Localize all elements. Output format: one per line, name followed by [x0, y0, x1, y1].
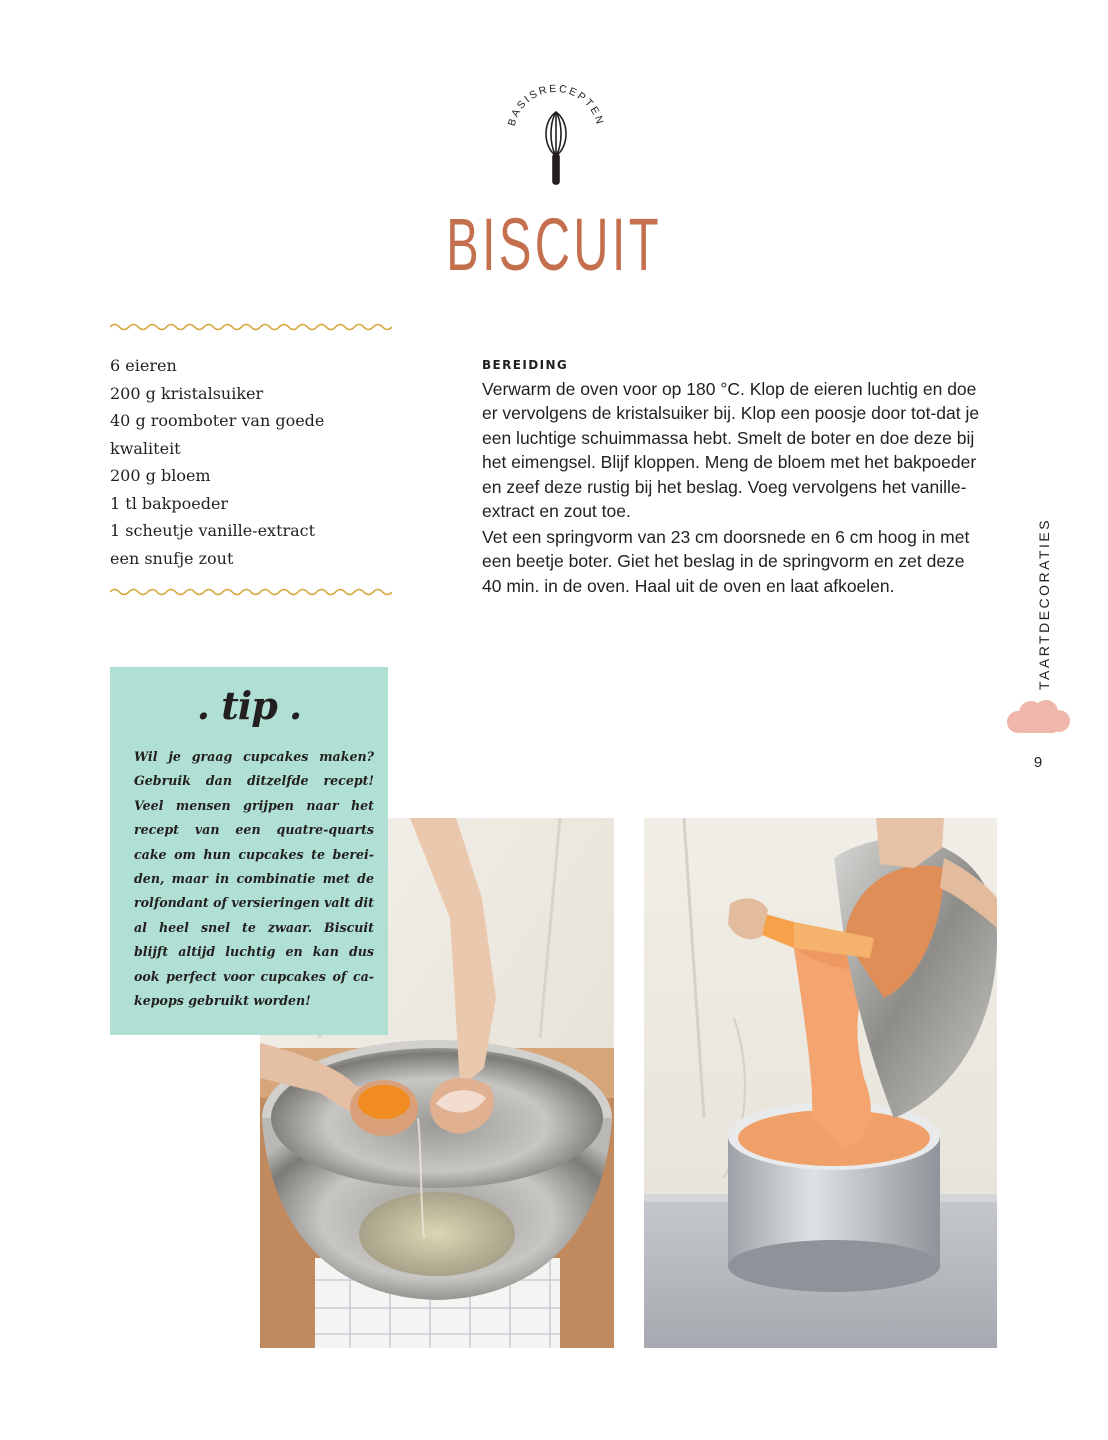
tip-text: Wil je graag cupcakes maken? Gebruik dan ditzelfde recept! Veel mensen grijpen naar het recept van een quatre-quarts cake om hun cupcakes te berei-den, maar in combinatie met de rolfondant of versieringen valt dit al heel snel te zwaar. Biscuit blijft altijd luchtig en kan dus ook perfect voor cupcakes of ca-kepops gebruikt worden!: [134, 749, 374, 1009]
method-paragraph: Verwarm de oven voor op 180 °C. Klop de eieren luchtig en doe er vervolgens de kristalsuiker bij. Klop een poosje door tot-dat je een luchtige schuimmassa hebt. Smelt de boter en doe deze bij het eimengsel. Blijf kloppen. Meng de bloem met het bakpoeder en zeef deze rustig bij het beslag. Voeg vervolgens het vanille-extract en zout toe.: [482, 379, 980, 522]
page-number: 9: [1033, 754, 1043, 771]
tip-title: . tip .: [196, 683, 302, 728]
section-tab-label: TAARTDECORATIES: [1036, 517, 1052, 690]
method-heading: BEREIDING: [482, 358, 569, 372]
cloud-icon: [1004, 698, 1072, 738]
ingredient-item: 200 g kristalsuiker: [110, 383, 264, 403]
ingredient-item: 1 scheutje vanille-extract: [110, 521, 316, 540]
ingredient-item: 200 g bloem: [110, 466, 211, 485]
wavy-divider-top: [110, 320, 392, 334]
ingredient-list: [110, 352, 390, 572]
ingredient-item: een snufje zout: [110, 548, 234, 568]
whisk-icon: [546, 112, 566, 184]
basisrecepten-badge: [494, 78, 618, 190]
badge-text: BASISRECEPTEN: [505, 82, 607, 128]
ingredient-item: 1 tl bakpoeder: [110, 493, 229, 513]
page-title: BISCUIT: [446, 203, 662, 286]
ingredient-item: kwaliteit: [110, 438, 181, 458]
method-paragraph: Vet een springvorm van 23 cm doorsnede en 6 cm hoog in met een beetje boter. Giet het beslag in de springvorm en zet deze 40 min. in de oven. Haal uit de oven en laat afkoelen.: [482, 527, 970, 596]
ingredient-item: 6 eieren: [110, 356, 177, 375]
ingredient-item: 40 g roomboter van goede: [110, 411, 325, 430]
tip-box: [110, 667, 388, 1035]
batter-pouring-photo: [644, 818, 997, 1348]
wavy-divider-bottom: [110, 585, 392, 599]
